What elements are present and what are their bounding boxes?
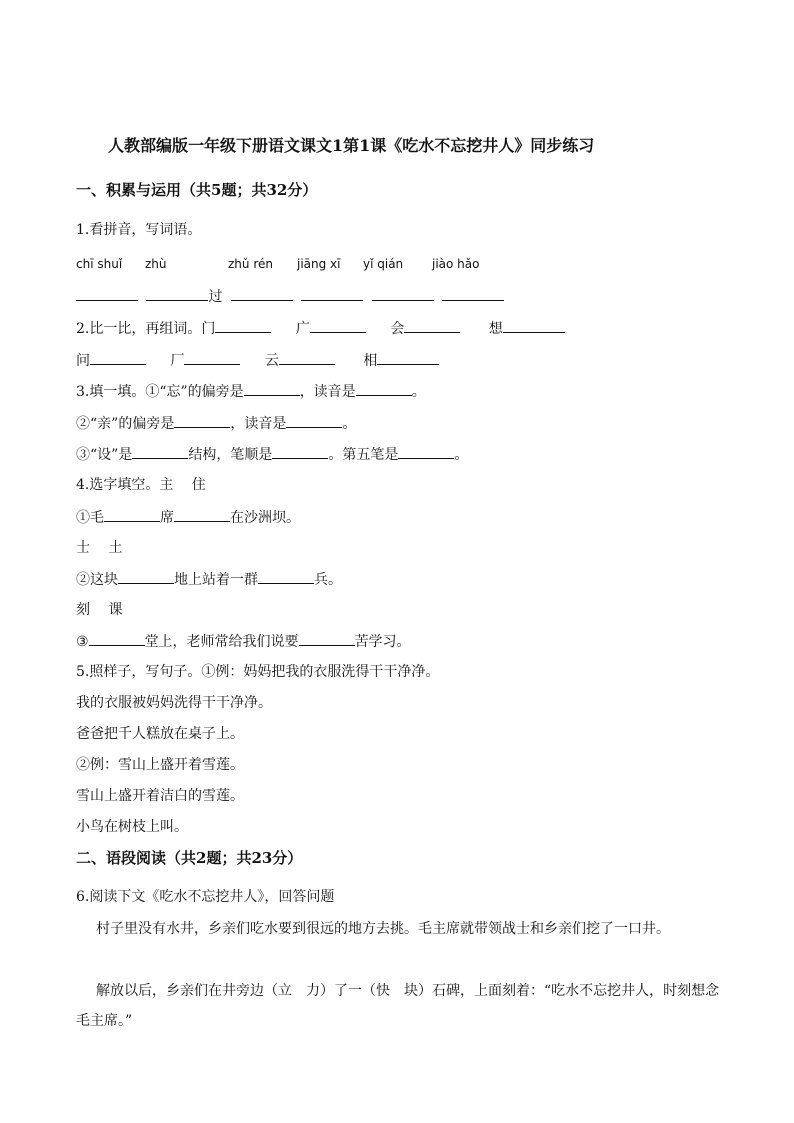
answer-blank[interactable] <box>104 507 160 522</box>
question-4-sentence-3 <box>76 631 411 652</box>
reading-paragraph-1: 村子里没有水井，乡亲们吃水要到很远的地方去挑。毛主席就带领战士和乡亲们挖了一口井。 <box>96 921 670 937</box>
compare-char: 问 <box>76 353 90 369</box>
reading-paragraph-2: 解放以后，乡亲们在井旁边（立 力）了一（快 块）石碑，上面刻着：“吃水不忘挖井人，时刻想念毛主席。” <box>76 983 720 1029</box>
answer-blank[interactable] <box>118 569 174 584</box>
question-text: ，读音是 <box>230 416 287 432</box>
circled-number: ③ <box>76 447 90 463</box>
answer-blank[interactable] <box>215 318 271 333</box>
compare-char: 厂 <box>170 353 185 369</box>
compare-char: 相 <box>363 353 378 369</box>
pinyin-5: yǐ qián <box>363 257 404 271</box>
pinyin-6: jiào hǎo <box>432 257 480 271</box>
choice-group: 士 土 <box>76 540 123 556</box>
example-2: ②例：雪山上盛开着雪莲。 <box>76 757 244 773</box>
question-5-prompt: 5.照样子，写句子。 <box>76 664 202 680</box>
answer-blank[interactable] <box>503 318 565 333</box>
answer-blank[interactable] <box>404 318 460 333</box>
answer-blank[interactable] <box>174 413 230 428</box>
circled-number: ① <box>76 510 90 526</box>
example-2-answer: 雪山上盛开着洁白的雪莲。 <box>76 788 244 804</box>
answer-blank[interactable] <box>132 444 188 459</box>
question-1-prompt: 1.看拼音，写词语。 <box>76 222 202 238</box>
pinyin-4: jiāng xī <box>297 257 341 271</box>
example-1: ①例：妈妈把我的衣服洗得干干净净。 <box>201 664 440 680</box>
section-1-heading: 一、积累与运用（共5题；共32分） <box>76 181 318 199</box>
answer-blank[interactable] <box>372 286 434 301</box>
question-5-line-1 <box>76 662 439 682</box>
question-text: 地上站着一群 <box>174 572 258 588</box>
pinyin-3: zhǔ rén <box>228 257 273 271</box>
question-text: 堂上，老师常给我们说要 <box>144 634 299 650</box>
worksheet-title: 人教部编版一年级下册语文课文1第1课《吃水不忘挖井人》同步练习 <box>108 136 595 155</box>
question-text: “忘”的偏旁是 <box>159 384 244 400</box>
question-text: 。 <box>342 416 357 432</box>
answer-blank[interactable] <box>174 507 230 522</box>
circled-number: ② <box>76 572 90 588</box>
question-text: 兵。 <box>314 572 342 588</box>
question-text: 结构，笔顺是 <box>188 447 273 463</box>
answer-blank[interactable] <box>258 569 314 584</box>
answer-blank[interactable] <box>398 444 454 459</box>
section-2-heading: 二、语段阅读（共2题；共23分） <box>76 849 303 867</box>
answer-blank[interactable] <box>356 381 412 396</box>
question-text: 这块 <box>90 572 118 588</box>
pinyin-2: zhù <box>145 257 167 271</box>
question-3-line-3 <box>76 444 468 465</box>
answer-blank[interactable] <box>279 350 335 365</box>
question-text: 苦学习。 <box>354 634 411 650</box>
question-text: 席 <box>160 510 174 526</box>
answer-blank[interactable] <box>231 286 293 301</box>
circled-number: ① <box>145 384 160 400</box>
circled-number: ③ <box>76 634 89 650</box>
task-1-sentence: 爸爸把千人糕放在桌子上。 <box>76 726 244 742</box>
question-4-prompt: 4.选字填空。 <box>76 477 160 493</box>
question-3-line-2 <box>76 413 356 434</box>
answer-blank[interactable] <box>299 631 355 646</box>
given-character: 过 <box>208 289 223 305</box>
choice-group: 刻 课 <box>76 602 123 618</box>
question-3-prompt: 3.填一填。 <box>76 384 146 400</box>
choice-group: 主 住 <box>159 477 206 493</box>
question-2-row-2 <box>76 350 439 371</box>
answer-blank[interactable] <box>89 631 145 646</box>
question-text: “设”是 <box>90 447 133 463</box>
answer-blank[interactable] <box>442 286 504 301</box>
question-text: 毛 <box>90 510 104 526</box>
answer-blank[interactable] <box>244 381 300 396</box>
answer-blank[interactable] <box>286 413 342 428</box>
answer-blank[interactable] <box>272 444 328 459</box>
answer-blank[interactable] <box>76 286 138 301</box>
circled-number: ② <box>76 416 90 432</box>
compare-char: 会 <box>390 321 405 337</box>
compare-char: 门 <box>201 321 216 337</box>
answer-blanks-row <box>76 286 504 307</box>
answer-blank[interactable] <box>90 350 146 365</box>
question-text: 。第五笔是 <box>328 447 399 463</box>
question-4-sentence-2 <box>76 569 342 590</box>
compare-char: 云 <box>264 353 279 369</box>
question-text: “亲”的偏旁是 <box>90 416 175 432</box>
question-text: 在沙洲坝。 <box>230 510 300 526</box>
question-text: ，读音是 <box>299 384 356 400</box>
answer-blank[interactable] <box>146 286 208 301</box>
question-2-prompt: 2.比一比，再组词。 <box>76 321 202 337</box>
question-6-prompt: 6.阅读下文《吃水不忘挖井人》，回答问题 <box>76 889 335 905</box>
question-2-row-1 <box>76 318 565 339</box>
pinyin-1: chī shuǐ <box>76 257 123 271</box>
compare-char: 想 <box>488 321 503 337</box>
answer-blank[interactable] <box>310 318 366 333</box>
question-4-sentence-1 <box>76 507 300 528</box>
question-text: 。 <box>454 447 469 463</box>
example-1-answer: 我的衣服被妈妈洗得干干净净。 <box>76 695 272 711</box>
answer-blank[interactable] <box>184 350 240 365</box>
question-4-line-1 <box>76 475 206 495</box>
question-text: 。 <box>411 384 426 400</box>
answer-blank[interactable] <box>301 286 363 301</box>
question-3-line-1 <box>76 381 426 402</box>
compare-char: 广 <box>295 321 310 337</box>
answer-blank[interactable] <box>377 350 439 365</box>
task-2-sentence: 小鸟在树枝上叫。 <box>76 819 188 835</box>
